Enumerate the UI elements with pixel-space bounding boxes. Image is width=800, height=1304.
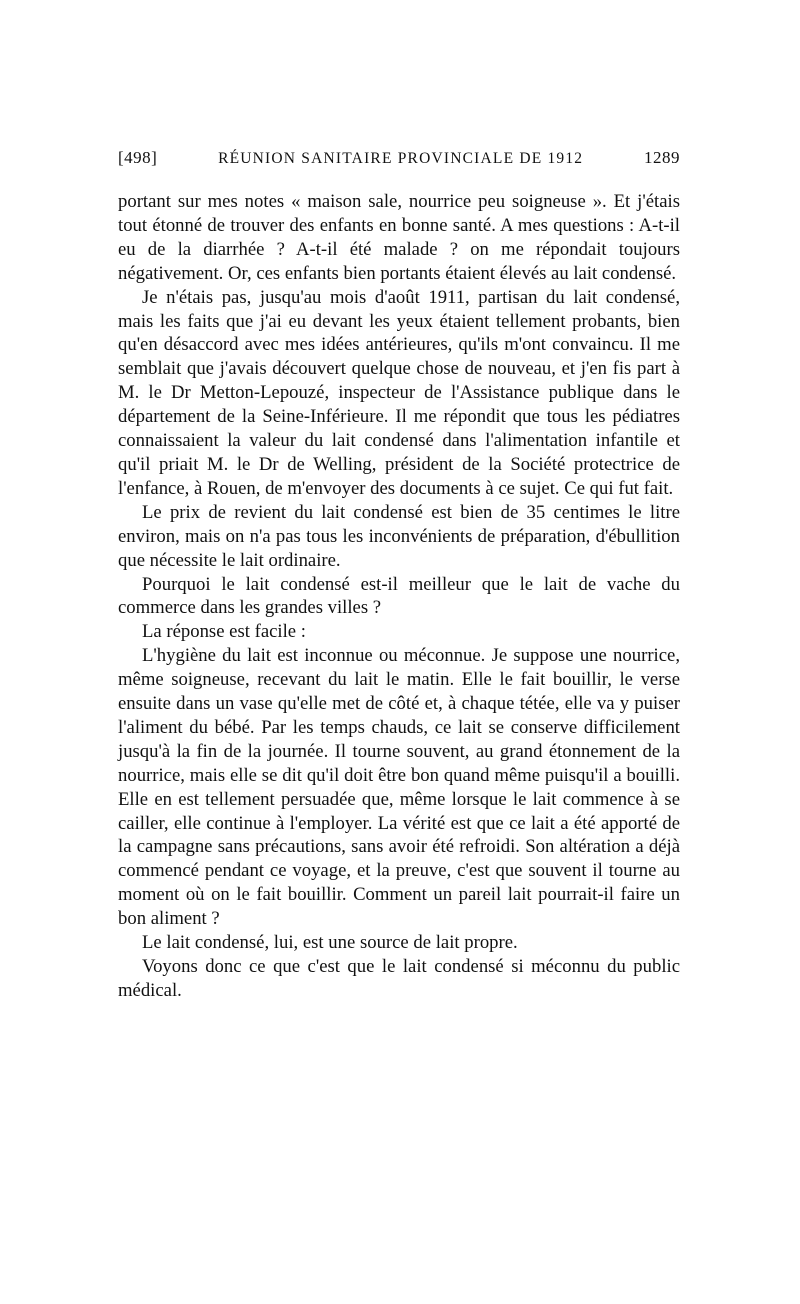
paragraph: Pourquoi le lait condensé est-il meilleur que le lait de vache du commerce dans les grandes villes ?: [118, 573, 680, 619]
paragraph: Voyons donc ce que c'est que le lait condensé si méconnu du public médical.: [118, 956, 680, 1001]
running-title: RÉUNION SANITAIRE PROVINCIALE DE 1912: [218, 150, 584, 167]
book-page: [118, 148, 680, 1003]
body-text: [118, 190, 680, 1003]
paragraph: portant sur mes notes « maison sale, nourrice peu soigneuse ». Et j'étais tout étonné de trouver des enfants en bonne santé. A mes questions : A-t-il eu de la diarrhée ? A-t-il été malade ? on me répondait toujours négativement. Or, ces enfants bien portants étaient élevés au lait condensé.: [118, 191, 680, 284]
paragraph: L'hygiène du lait est inconnue ou méconnue. Je suppose une nourrice, même soigneuse, recevant du lait le matin. Elle le fait bouillir, le verse ensuite dans un vase qu'elle met de côté et, à chaque tétée, elle va y puiser l'aliment du bébé. Par les temps chauds, ce lait se conserve difficilement jusqu'à la fin de la journée. Il tourne souvent, au grand étonnement de la nourrice, mais elle se dit qu'il doit être bon quand même puisqu'il a bouilli. Elle en est tellement persuadée que, même lorsque le lait commence à se cailler, elle continue à l'employer. La vérité est que ce lait a été apporté de la campagne sans précautions, sans avoir été refroidi. Son altération a déjà commencé pendant ce voyage, et la preuve, c'est que souvent il tourne au moment où on le fait bouillir. Comment un pareil lait pourrait-il faire un bon aliment ?: [118, 645, 680, 930]
page-number: 1289: [644, 148, 680, 167]
paragraph: Le lait condensé, lui, est une source de lait propre.: [142, 932, 518, 954]
paragraph: Le prix de revient du lait condensé est bien de 35 centimes le litre environ, mais on n'a pas tous les inconvénients de préparation, d'ébullition que nécessite le lait ordinaire.: [118, 501, 680, 571]
bracket-page-number: [498]: [118, 148, 158, 167]
paragraph: La réponse est facile :: [142, 621, 306, 643]
paragraph: Je n'étais pas, jusqu'au mois d'août 1911, partisan du lait condensé, mais les faits que j'ai eu devant les yeux étaient tellement probants, bien qu'en désaccord avec mes idées antérieures, qu'ils m'ont convaincu. Il me semblait que j'avais découvert quelque chose de nouveau, et j'en fis part à M. le Dr Metton-Lepouzé, inspecteur de l'Assistance publique dans le département de la Seine-Inférieure. Il me répondit que tous les pédiatres connaissaient la valeur du lait condensé dans l'alimentation infantile et qu'il priait M. le Dr de Welling, président de la Société protectrice de l'enfance, à Rouen, de m'envoyer des documents à ce sujet. Ce qui fut fait.: [118, 286, 680, 499]
running-header: [118, 148, 680, 168]
